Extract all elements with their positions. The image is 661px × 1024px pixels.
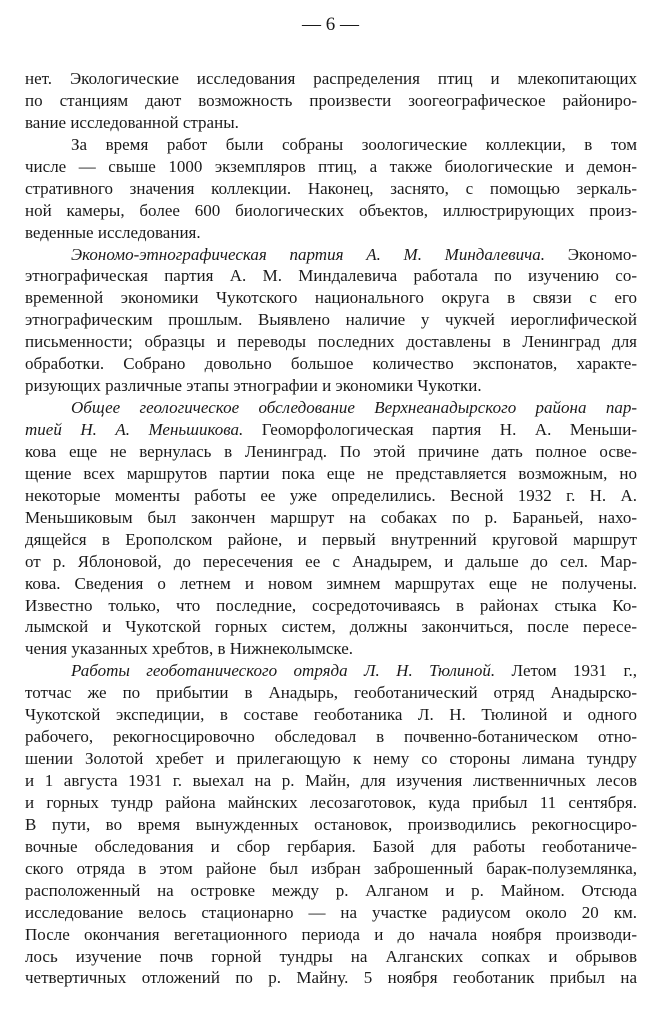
line-text: стративного значения коллекции. Наконец, заснято, с помощью зеркаль- [25,178,637,198]
text-line [25,946,637,968]
line-text: от р. Яблоновой, до пересечения ее с Анадырем, и дальше до сел. Мар- [25,551,637,571]
line-text: Летом 1931 г., [495,661,637,681]
paragraph [25,134,637,244]
text-line [25,287,637,309]
line-text: После окончания вегетационного периода и до начала ноября производи- [25,924,637,944]
line-text: Известно только, что последние, сосредоточиваясь в районах стыка Ко- [25,595,637,615]
line-text: четвертичных отложений по р. Майну. 5 ноября геоботаник прибыл на [25,968,637,988]
italic-heading: Работы геоботанического отряда Л. Н. Тюлиной. [71,661,496,681]
line-text: некоторые моменты работы ее уже определились. Весной 1932 г. Н. А. [25,485,637,505]
text-line [25,573,637,595]
text-line [25,616,637,638]
line-text: по станциям дают возможность произвести зоогеографическое райониро- [25,90,637,110]
text-line [25,682,637,704]
line-text: временной экономики Чукотского национального округа в связи с его [25,288,637,308]
line-text: рабочего, рекогносцировочно обследовал в почвенно-ботаническом отно- [25,727,637,747]
text-line [25,397,637,419]
paragraph [25,397,637,660]
line-text: обработки. Собрано довольно большое количество экспонатов, характе- [25,354,637,374]
line-text: вание исследованной страны. [25,112,239,132]
line-text: веденные исследования. [25,222,201,242]
text-line [25,792,637,814]
text-line [25,331,637,353]
line-text: Чукотской экспедиции, в составе геоботаника Л. Н. Тюлиной и одного [25,705,637,725]
line-text: кова еще не вернулась в Ленинград. По этой причине дать полное осве- [25,441,637,461]
line-text: щение всех маршрутов партии пока еще не представляется возможным, но [25,463,637,483]
line-text: лымской и Чукотской горных систем, должны закончиться, после пересе- [25,617,637,637]
text-line [25,902,637,924]
line-text: лось изучение почв горной тундры на Алганских сопках и обрывов [25,946,637,966]
text-line [25,836,637,858]
line-text: исследование велось стационарно — на участке радиусом около 20 км. [25,902,637,922]
line-text: тотчас же по прибытии в Анадырь, геоботанический отряд Анадырско- [25,683,637,703]
text-line [25,967,637,989]
line-text: За время работ были собраны зоологические коллекции, в том [71,134,637,154]
text-line [25,222,637,244]
text-line [25,858,637,880]
line-text: чения указанных хребтов, в Нижнеколымске. [25,639,354,659]
text-line [25,507,637,529]
text-line [25,90,637,112]
text-line [25,68,637,90]
text-line [25,353,637,375]
line-text: этнографическим прошлым. Выявлено наличие у чукчей иероглифической [25,310,637,330]
text-line [25,880,637,902]
text-line [25,134,637,156]
line-text: В пути, во время вынужденных остановок, производились рекогносциро- [25,814,637,834]
text-line [25,441,637,463]
page-number: — 6 — [302,14,359,35]
line-text: дящейся в Ерополском районе, и первый внутренний круговой маршрут [25,529,637,549]
line-text: вочные обследования и сбор гербария. Базой для работы геоботаниче- [25,836,637,856]
italic-heading: тией Н. А. Меньшикова. [25,420,244,439]
italic-heading: Общее геологическое обследование Верхнеанадырского района пар- [71,398,637,418]
italic-heading: Экономо-этнографическая партия А. М. Миндалевича. [71,244,545,264]
text-line [25,463,637,485]
line-text: этнографическая партия А. М. Миндалевича работала по изучению со- [25,266,637,286]
text-line [25,924,637,946]
text-line [25,419,637,441]
text-line [25,748,637,770]
text-line [25,595,637,617]
line-text: шении Золотой хребет и прилегающую к нему со стороны лимана тундру [25,749,637,769]
line-text: числе — свыше 1000 экземпляров птиц, а также биологические и демон- [25,156,637,176]
text-line [25,660,637,682]
line-text: расположенный на островке между р. Алганом и р. Майном. Отсюда [25,880,637,900]
paragraph [25,660,637,989]
text-line [25,529,637,551]
text-line [25,704,637,726]
text-line [25,770,637,792]
line-text: ризующих различные этапы этнографии и экономики Чукотки. [25,376,482,396]
text-line [25,375,637,397]
text-line [25,309,637,331]
line-text: и горных тундр района майнских лесозаготовок, куда прибыл 11 сентября. [25,792,637,812]
text-line [25,244,637,266]
text-line [25,814,637,836]
line-text: ной камеры, более 600 биологических объектов, иллюстрирующих произ- [25,200,637,220]
text-line [25,485,637,507]
line-text: Меньшиковым был закончен маршрут на собаках по р. Бараньей, нахо- [25,507,637,527]
text-line [25,551,637,573]
text-line [25,265,637,287]
text-line [25,112,637,134]
body-text [25,68,637,989]
line-text: Геоморфологическая партия Н. А. Меньши- [243,420,637,439]
paragraph [25,68,637,134]
text-line [25,638,637,660]
line-text: и 1 августа 1931 г. выехал на р. Майн, для изучения лиственничных лесов [25,771,637,790]
text-line [25,726,637,748]
line-text: кова. Сведения о летнем и новом зимнем маршрутах еще не получены. [25,573,637,593]
paragraph [25,244,637,398]
line-text: нет. Экологические исследования распределения птиц и млекопитающих [25,69,637,88]
text-line [25,200,637,222]
line-text: письменности; образцы и переводы последних доставлены в Ленинград для [25,332,637,352]
line-text: ского отряда в этом районе был избран заброшенный барак-полуземлянка, [25,858,637,878]
line-text: Экономо- [544,244,637,264]
text-line [25,178,637,200]
text-line [25,156,637,178]
